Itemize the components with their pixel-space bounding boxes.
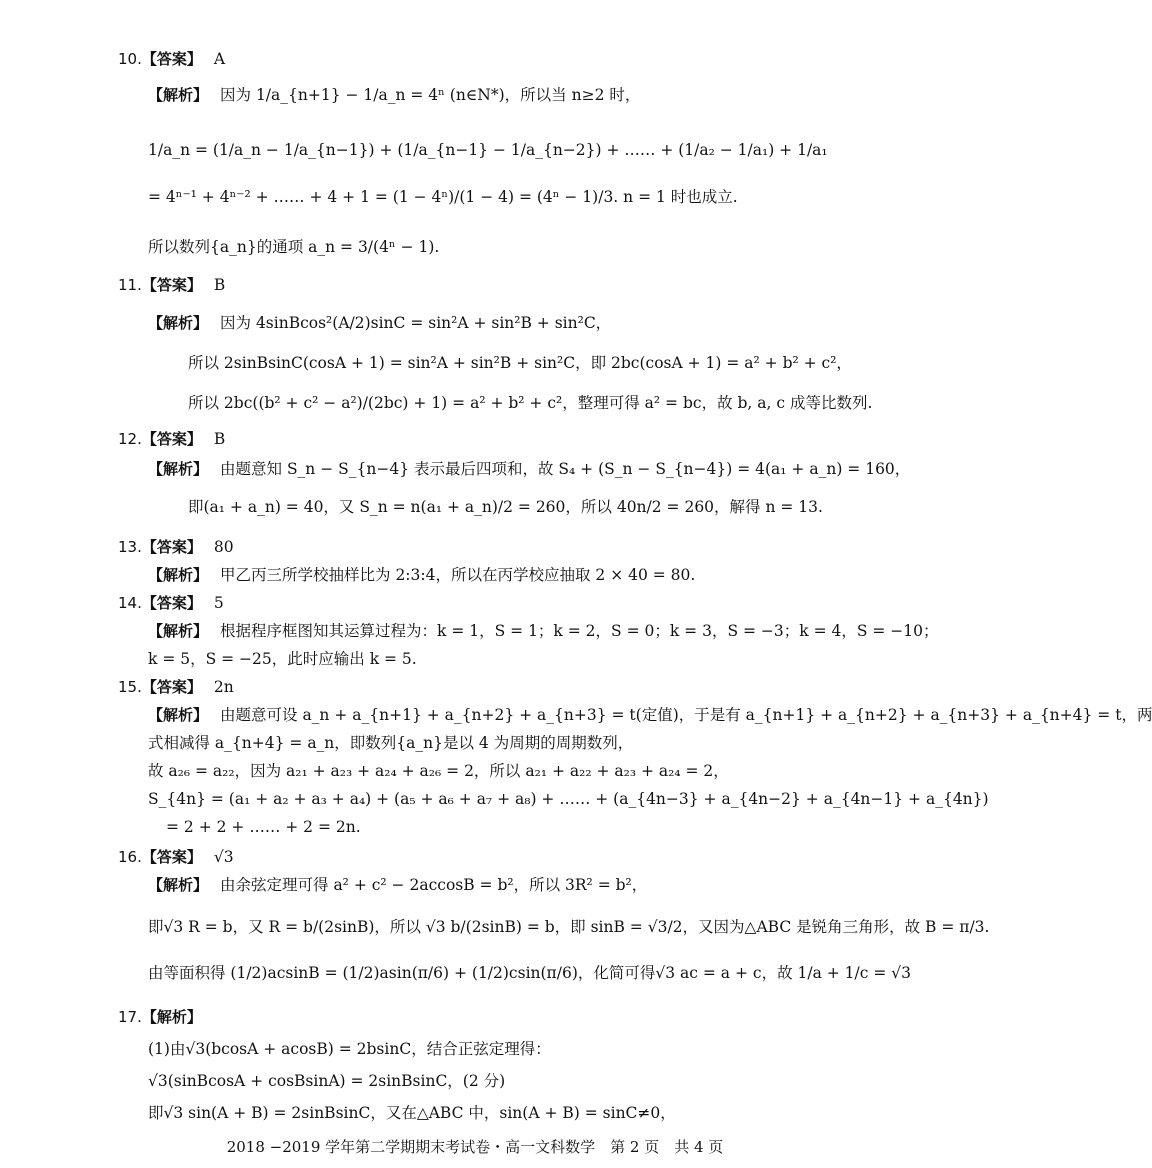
analysis-text: 由题意知 S_n − S_{n−4} 表示最后四项和，故 S₄ + (S_n − S_{n−4}) = 4(a₁ + a_n) = 160， — [220, 460, 911, 478]
page-footer: 2018 −2019 学年第二学期期末考试卷・高一文科数学 第 2 页 共 4 页 — [226, 1138, 724, 1156]
analysis-text: 因为 1/a_{n+1} − 1/a_n = 4ⁿ (n∈N*)，所以当 n≥2 时， — [220, 86, 641, 104]
q11-analysis-line-1 — [148, 316, 611, 332]
answer-label: 【答案】 — [141, 430, 202, 449]
analysis-text: k = 5，S = −25，此时应输出 k = 5. — [148, 650, 417, 668]
analysis-text: 根据程序框图知其运算过程为：k = 1，S = 1；k = 2，S = 0；k = 3，S = −3；k = 4，S = −10； — [220, 622, 939, 640]
q11-analysis-line-3 — [188, 396, 872, 412]
q16-analysis-line-3 — [148, 966, 911, 982]
answer-value: B — [213, 276, 226, 294]
q10-answer-row — [118, 52, 225, 68]
q12-analysis-line-2 — [188, 500, 823, 516]
q16-analysis-line-1 — [148, 878, 647, 894]
analysis-label: 【解析】 — [148, 314, 209, 333]
analysis-text: 因为 4sinBcos²(A/2)sinC = sin²A + sin²B + sin²C， — [220, 314, 612, 332]
question-number: 11. — [118, 276, 142, 295]
analysis-text: 所以数列{a_n}的通项 a_n = 3/(4ⁿ − 1). — [148, 238, 440, 256]
q11-analysis-line-2 — [188, 356, 852, 372]
analysis-label: 【解析】 — [148, 706, 209, 725]
q10-analysis-line-3 — [148, 190, 738, 206]
q15-analysis-line-5 — [166, 820, 361, 836]
q14-analysis-line-1 — [148, 624, 939, 640]
question-number: 15. — [118, 678, 142, 697]
analysis-label: 【解析】 — [148, 86, 209, 105]
analysis-text: 由等面积得 (1/2)acsinB = (1/2)asin(π/6) + (1/2)csin(π/6)，化简可得√3 ac = a + c，故 1/a + 1/c = √3 — [148, 964, 912, 982]
q16-answer-row — [118, 850, 234, 866]
q17-analysis-line-3 — [148, 1106, 676, 1122]
answer-label: 【答案】 — [141, 276, 202, 295]
analysis-text: √3(sinBcosA + cosBsinA) = 2sinBsinC，(2 分) — [148, 1072, 506, 1090]
q15-analysis-line-2 — [148, 736, 633, 752]
analysis-text: S_{4n} = (a₁ + a₂ + a₃ + a₄) + (a₅ + a₆ + a₇ + a₈) + …… + (a_{4n−3} + a_{4n−2} + a_{4n−1} + a_{4n}) — [148, 790, 989, 808]
analysis-text: = 4ⁿ⁻¹ + 4ⁿ⁻² + …… + 4 + 1 = (1 − 4ⁿ)/(1 − 4) = (4ⁿ − 1)/3. n = 1 时也成立. — [148, 188, 738, 206]
analysis-text: 由题意可设 a_n + a_{n+1} + a_{n+2} + a_{n+3} = t(定值)，于是有 a_{n+1} + a_{n+2} + a_{n+3} + a_{n+4} = t，两 — [220, 706, 1152, 724]
question-number: 13. — [118, 538, 142, 557]
answer-label: 【答案】 — [141, 50, 202, 69]
analysis-text: 1/a_n = (1/a_n − 1/a_{n−1}) + (1/a_{n−1} − 1/a_{n−2}) + …… + (1/a₂ − 1/a₁) + 1/a₁ — [148, 141, 828, 159]
analysis-text: 即(a₁ + a_n) = 40，又 S_n = n(a₁ + a_n)/2 = 260，所以 40n/2 = 260，解得 n = 13. — [188, 498, 823, 516]
question-number: 17. — [118, 1008, 142, 1026]
question-number: 12. — [118, 430, 142, 449]
q13-analysis-line-1 — [148, 568, 695, 584]
analysis-text: 即√3 sin(A + B) = 2sinBsinC，又在△ABC 中，sin(A + B) = sinC≠0， — [148, 1104, 676, 1122]
analysis-text: 由余弦定理可得 a² + c² − 2accosB = b²，所以 3R² = b²， — [220, 876, 648, 894]
q10-analysis-line-1 — [148, 88, 640, 104]
q13-answer-row — [118, 540, 234, 556]
analysis-text: 甲乙丙三所学校抽样比为 2:3:4，所以在丙学校应抽取 2 × 40 = 80. — [220, 566, 696, 584]
answer-label: 【答案】 — [141, 594, 202, 613]
q17-heading-row — [118, 1010, 214, 1025]
q10-analysis-line-4 — [148, 240, 439, 256]
analysis-text: 所以 2sinBsinC(cosA + 1) = sin²A + sin²B + sin²C，即 2bc(cosA + 1) = a² + b² + c²， — [188, 354, 852, 372]
q14-analysis-line-2 — [148, 652, 417, 668]
q15-analysis-line-3 — [148, 764, 729, 780]
question-number: 14. — [118, 594, 142, 613]
analysis-label: 【解析】 — [148, 622, 209, 641]
q11-answer-row — [118, 278, 225, 294]
analysis-text: 故 a₂₆ = a₂₂，因为 a₂₁ + a₂₃ + a₂₄ + a₂₆ = 2，所以 a₂₁ + a₂₂ + a₂₃ + a₂₄ = 2， — [148, 762, 729, 780]
analysis-label: 【解析】 — [148, 876, 209, 895]
answer-value: A — [213, 50, 226, 68]
answer-label: 【答案】 — [141, 678, 202, 697]
question-number: 10. — [118, 50, 142, 69]
q14-answer-row — [118, 596, 224, 612]
analysis-text: 式相减得 a_{n+4} = a_n，即数列{a_n}是以 4 为周期的周期数列， — [148, 734, 634, 752]
answer-value: 2n — [213, 678, 234, 696]
answer-label: 【答案】 — [141, 848, 202, 867]
q16-analysis-line-2 — [148, 920, 989, 936]
question-number: 16. — [118, 848, 142, 867]
analysis-text: 即√3 R = b，又 R = b/(2sinB)，所以 √3 b/(2sinB) = b，即 sinB = √3/2，又因为△ABC 是锐角三角形，故 B = π/3. — [148, 918, 990, 936]
q15-analysis-line-1 — [148, 708, 1152, 724]
analysis-text: (1)由√3(bcosA + acosB) = 2bsinC，结合正弦定理得： — [148, 1040, 551, 1058]
answer-value: √3 — [213, 848, 234, 866]
q10-analysis-line-2 — [148, 143, 828, 159]
answer-value: 80 — [213, 538, 234, 556]
analysis-label: 【解析】 — [141, 1008, 202, 1026]
analysis-label: 【解析】 — [148, 566, 209, 585]
answer-label: 【答案】 — [141, 538, 202, 557]
analysis-text: = 2 + 2 + …… + 2 = 2n. — [166, 818, 361, 836]
analysis-label: 【解析】 — [148, 460, 209, 479]
q12-analysis-line-1 — [148, 462, 910, 478]
q12-answer-row — [118, 432, 225, 448]
q15-analysis-line-4 — [148, 792, 989, 808]
answer-value: B — [213, 430, 226, 448]
q17-analysis-line-2 — [148, 1074, 505, 1090]
q15-answer-row — [118, 680, 234, 696]
analysis-text: 所以 2bc((b² + c² − a²)/(2bc) + 1) = a² + b² + c²，整理可得 a² = bc，故 b, a, c 成等比数列. — [188, 394, 873, 412]
q17-analysis-line-1 — [148, 1042, 551, 1058]
answer-value: 5 — [213, 594, 224, 612]
